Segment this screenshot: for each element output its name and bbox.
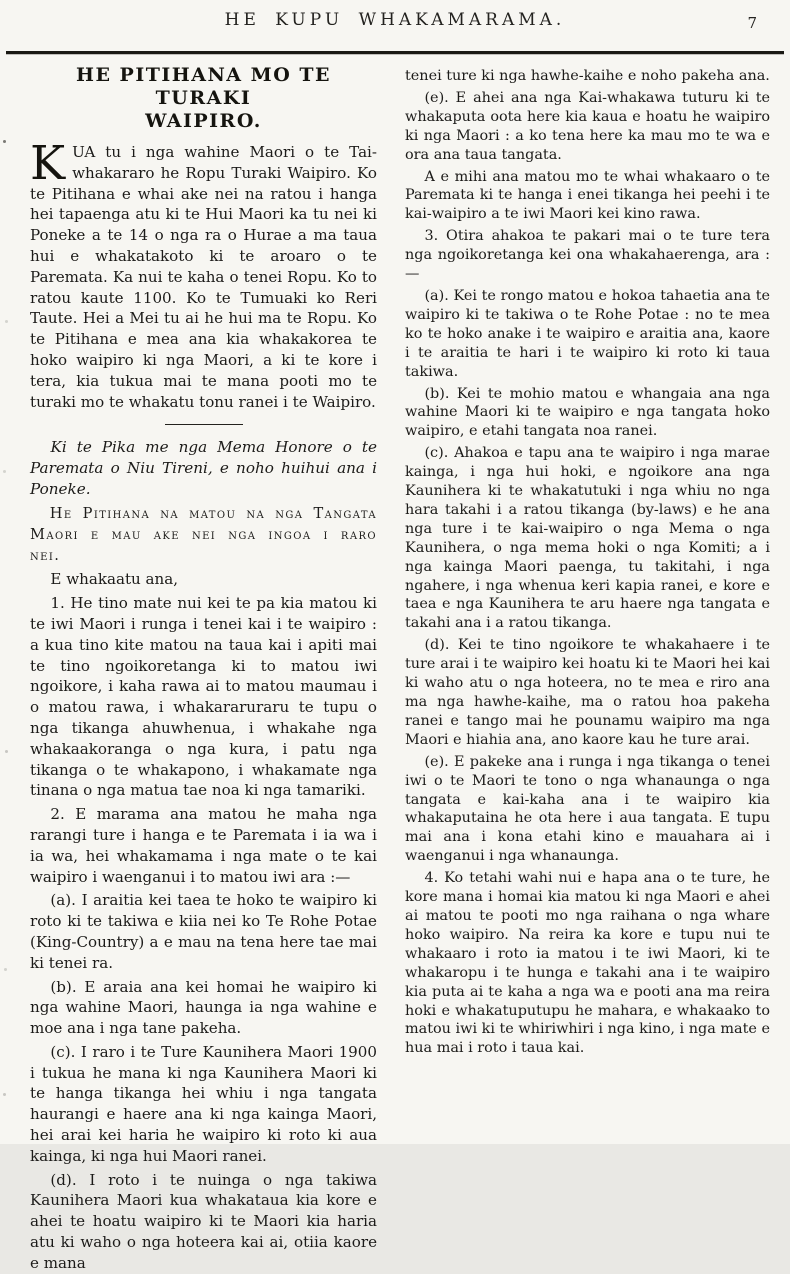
paragraph: (e). E ahei ana nga Kai-whakawa tuturu ki te whakaputa oota here kia kaua e hoatu he waipiro ki nga Maori : a ko tena here ka mau mo te wa e ora ana taua tangata. xyxy=(405,89,770,163)
paragraph: 4. Ko tetahi wahi nui e hapa ana o te ture, he kore mana i homai kia matou ki nga Maori e ahei ai matou te pooti mo nga raihana o nga whare hoko waipiro. Na reira ka kore e tupu nui te whakaaro i roto ia matou i te iwi Maori, ki te whakaropu i te hunga e takahi ana i te waipiro kia puta ai te kaha a nga wa e pooti ana ma reira hoki e whakatuputupu he mahara, e whakaako to matou iwi ki te whiriwhiri i nga kino, i nga mate e hua mai i roto i taua kai. xyxy=(405,870,770,1057)
newspaper-title: HE KUPU WHAKAMARAMA. xyxy=(224,10,566,30)
page-number: 7 xyxy=(747,14,757,32)
masthead xyxy=(0,0,790,46)
paragraph: (e). E pakeke ana i runga i nga tikanga o tenei iwi o te Maori te tono o nga whanaunga o nga tangata e kai-kaha ana i te waipiro kia whakaputaina he ota here i aua tangata. E tupu mai ana i kona etahi kino e mauahara ai i waenganui i nga whanaunga. xyxy=(405,753,770,865)
drop-cap: K xyxy=(30,136,66,191)
lead-text: UA tu i nga wahine Maori o te Tai-whakararo he Ropu Turaki Waipiro. Ko te Pitihana e whai ake nei na ratou i hanga hei tapaenga atu ki te Hui Maori ka tu nei ki Poneke a te 14 o nga ra o Hurae a ma taua hui e whakatakoto ki te aroaro o te Paremata. Ka nui te kaha o tenei Ropu. Ko to ratou kaute 1100. Ko te Tumuaki ko Reri Taute. Hei a Mei tu ai he hui ma te Ropu. Ko te Pitihana e mea ana kia whakakorea te hoko waipiro ki nga Maori, a ki te kore i tera, kia tukua mai te mana pooti mo te turaki mo te whakatu tonu ranei i te Waipiro. xyxy=(30,143,377,411)
left-column xyxy=(30,62,377,1274)
paragraph: (b). Kei te mohio matou e whangaia ana nga wahine Maori ki te waipiro e nga tangata hoko waipiro, e etahi tangata noa ranei. xyxy=(405,385,770,440)
paragraph: (d). Kei te tino ngoikore te whakahaere i te ture arai i te waipiro kei hoatu ki te Maori hei kai ki waho atu o nga hoteera, no te mea e riro ana ma nga hawhe-kaihe, ma o ratou hoa pakeha ranei e tango mai he pounamu waipiro ma nga Maori e hiahia ana, ano kaore kau he ture arai. xyxy=(405,637,770,748)
paragraph: (a). Kei te rongo matou e hokoa tahaetia ana te waipiro ki te takiwa o te Rohe Potae : no te mea ko te hoko anake i te waipiro e araitia ana, kaore i te araitia te hari i te waipiro ki roto ki taua takiwa. xyxy=(405,287,770,380)
paragraph: (b). E araia ana kei homai he waipiro ki nga wahine Maori, haunga ia nga wahine e moe ana i nga tane pakeha. xyxy=(30,977,377,1038)
article-title xyxy=(30,64,377,133)
address-line: Ki te Pika me nga Mema Honore o te Paremata o Niu Tireni, e noho huihui ana i Poneke. xyxy=(30,438,377,499)
article-body xyxy=(0,54,790,1274)
paragraph: 2. E marama ana matou he maha nga rarangi ture i hanga e te Paremata i ia wa i ia wa, hei whakamama i nga mate o te kai waipiro i waenganui i to matou iwi ara :— xyxy=(30,805,377,886)
right-column xyxy=(405,62,770,1274)
paragraph: 1. He tino mate nui kei te pa kia matou ki te iwi Maori i runga i tenei kai i te waipiro : a kua tino kite matou na taua kai i apiti mai te tino ngoikoretanga ki to matou iwi ngoikore, i kaha rawa ai to matou maumau i o matou rawa, i whakararuraru te tupu o nga tikanga ahuwhenua, i whakahe nga whakaakoranga o nga kura, i patu nga tikanga o te whakapono, i whakamate nga tinana o nga matua tae noa ki nga tamariki. xyxy=(30,594,377,800)
paragraph: (d). I roto i te nuinga o nga takiwa Kaunihera Maori kua whakataua kia kore e ahei te hoatu waipiro ki te Maori kia haria atu ki waho o nga hoteera kai ai, otiia kaore e mana xyxy=(30,1170,377,1272)
left-paragraphs xyxy=(30,593,377,1274)
right-paragraphs xyxy=(405,67,770,1058)
petition-heading: He Pitihana na matou na nga Tangata Maori e mau ake nei nga ingoa i raro nei. xyxy=(30,505,377,565)
article-title-line2: WAIPIRO. xyxy=(145,110,262,132)
article-title-line1: HE PITIHANA MO TE TURAKI xyxy=(76,64,331,109)
paragraph: (a). I araitia kei taea te hoko te waipiro ki roto ki te takiwa e kiia nei ko Te Rohe Potae (King-Country) a e mau na tena here tae mai ki tenei ra. xyxy=(30,891,377,972)
intro-line: E whakaatu ana, xyxy=(50,570,179,589)
scan-artifacts xyxy=(3,140,6,143)
paragraph: A e mihi ana matou mo te whai whakaaro o te Paremata ki te hanga i enei tikanga hei peehi i te kai-waipiro a te iwi Maori kei kino rawa. xyxy=(405,168,770,223)
paragraph: (c). I raro i te Ture Kaunihera Maori 1900 i tukua he mana ki nga Kaunihera Maori ki te hanga tikanga hei whiu i nga tangata haurangi e haere ana ki nga kainga Maori, hei arai kei haria he waipiro ki roto ki aua kainga, ki nga hui Maori ranei. xyxy=(30,1042,377,1165)
paragraph: (c). Ahakoa e tapu ana te waipiro i nga marae kainga, i nga hui hoki, e ngoikore ana nga Kaunihera ki te whakatutuki i nga whiu no nga hara takahi i a ratou tikanga (by-laws) e he ana nga ture i te kai-waipiro o nga Mema o nga Kaunihera, o nga mema hoki o nga Komiti; a i nga kainga Maori paenga, tu takitahi, i nga ngahere, i nga whenua keri kapia ranei, e kore e taea e nga Kaunihera te aru haere nga tangata e takahi ana i a ratou tikanga. xyxy=(405,445,770,632)
paragraph: 3. Otira ahakoa te pakari mai o te ture tera nga ngoikoretanga kei ona whakahaerenga, ara :— xyxy=(405,228,770,283)
paragraph: tenei ture ki nga hawhe-kaihe e noho pakeha ana. xyxy=(405,68,770,84)
lead-paragraph xyxy=(30,136,377,412)
section-divider xyxy=(165,424,243,425)
